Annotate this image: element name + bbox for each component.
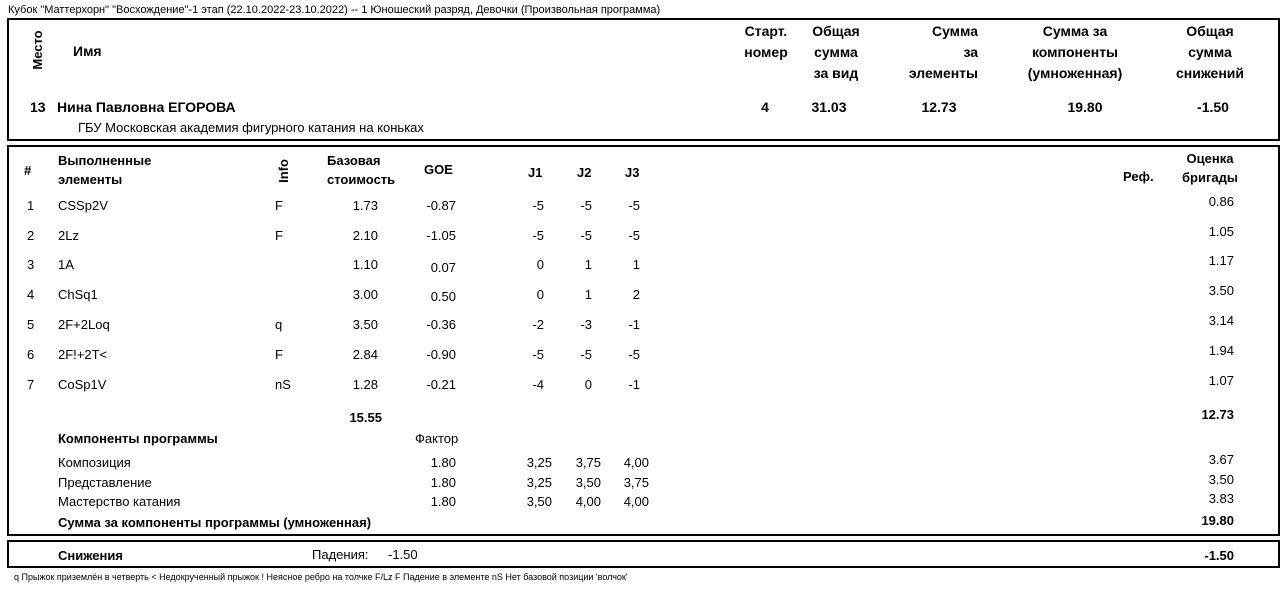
element-name: 2F+2Loq (58, 317, 110, 332)
legend: q Прыжок приземлён в четверть < Недокрученный прыжок ! Неясное ребро на толчке F/Lz F Падение в элементе nS Нет базовой позиции 'волчок' (14, 572, 628, 582)
element-goe: -0.36 (426, 317, 456, 332)
col-start-no-header: Старт. номер (744, 23, 788, 60)
element-j1: 0 (536, 257, 544, 272)
element-score: 1.17 (1208, 253, 1234, 268)
element-name: CSSp2V (58, 198, 108, 213)
col-name-header: Имя (73, 43, 102, 59)
component-score: 3.67 (1208, 452, 1234, 467)
elements-total: 12.73 (1201, 407, 1234, 422)
element-base: 2.10 (352, 228, 378, 243)
element-j1: -5 (532, 198, 544, 213)
element-name: ChSq1 (58, 287, 98, 302)
element-info: F (275, 347, 283, 362)
element-j3: -5 (628, 228, 640, 243)
element-goe: -0.87 (426, 198, 456, 213)
element-base: 3.00 (352, 287, 378, 302)
el-info-header: Info (276, 159, 291, 183)
element-j3: -1 (628, 317, 640, 332)
element-j1: -5 (532, 347, 544, 362)
col-place-header: Место (30, 30, 45, 70)
element-base: 1.10 (352, 257, 378, 272)
skater-start-no: 4 (761, 99, 769, 115)
el-panel-header: Оценка бригады (1182, 151, 1238, 185)
element-num: 5 (27, 317, 35, 332)
component-j2: 4,00 (575, 494, 601, 509)
element-j2: -5 (580, 228, 592, 243)
skater-components-score: 19.80 (1067, 99, 1103, 115)
components-total-label: Сумма за компоненты программы (умноженная) (58, 515, 372, 530)
element-base: 1.28 (352, 377, 378, 392)
element-info: nS (275, 377, 291, 392)
deductions-label: Снижения (58, 548, 123, 563)
element-name: 2F!+2T< (58, 347, 108, 362)
el-ref-header: Реф. (1123, 169, 1154, 184)
component-score: 3.50 (1208, 472, 1234, 487)
element-j2: 1 (584, 257, 592, 272)
components-title: Компоненты программы (58, 431, 218, 446)
element-j1: 0 (536, 287, 544, 302)
component-j3: 4,00 (623, 455, 649, 470)
component-score: 3.83 (1208, 491, 1234, 506)
element-base: 1.73 (352, 198, 378, 213)
element-num: 4 (27, 287, 35, 302)
skater-total: 31.03 (811, 99, 847, 115)
col-deductions-header: Общая сумма снижений (1175, 23, 1245, 81)
element-j2: -3 (580, 317, 592, 332)
component-j3: 4,00 (623, 494, 649, 509)
element-j2: 0 (584, 377, 592, 392)
falls-value: -1.50 (388, 547, 418, 562)
element-num: 2 (27, 228, 35, 243)
base-total: 15.55 (349, 410, 382, 425)
component-j2: 3,50 (575, 475, 601, 490)
components-factor-header: Фактор (415, 431, 459, 446)
skater-elements-score: 12.73 (921, 99, 957, 115)
component-j1: 3,25 (526, 455, 552, 470)
element-j3: -1 (628, 377, 640, 392)
skater-name: Нина Павловна ЕГОРОВА (57, 99, 236, 115)
element-num: 1 (27, 198, 35, 213)
el-goe-header: GOE (424, 162, 453, 177)
component-name: Мастерство катания (58, 494, 181, 509)
components-total: 19.80 (1201, 513, 1234, 528)
element-score: 3.50 (1208, 283, 1234, 298)
element-j1: -2 (532, 317, 544, 332)
deductions-box (7, 540, 1280, 568)
component-name: Представление (58, 475, 152, 490)
element-goe: -0.90 (426, 347, 456, 362)
element-j3: 1 (632, 257, 640, 272)
element-score: 1.94 (1208, 343, 1234, 358)
element-goe: -1.05 (426, 228, 456, 243)
el-j3-header: J3 (625, 165, 640, 180)
element-j3: 2 (632, 287, 640, 302)
element-base: 3.50 (352, 317, 378, 332)
el-j1-header: J1 (528, 165, 543, 180)
element-num: 7 (27, 377, 35, 392)
component-j3: 3,75 (623, 475, 649, 490)
event-title: Кубок "Маттерхорн" "Восхождение"-1 этап (22.10.2022-23.10.2022) -- 1 Юношеский разряд, Девочки (Произвольная программа) (8, 4, 661, 16)
element-score: 3.14 (1208, 313, 1234, 328)
component-factor: 1.80 (430, 494, 456, 509)
component-j1: 3,25 (526, 475, 552, 490)
el-elements-header: Выполненные элементы (58, 153, 152, 187)
element-info: F (275, 228, 283, 243)
element-j2: -5 (580, 198, 592, 213)
element-score: 0.86 (1208, 194, 1234, 209)
deductions-total: -1.50 (1204, 548, 1234, 563)
el-j2-header: J2 (577, 165, 592, 180)
el-base-header: Базовая стоимость (327, 153, 396, 187)
element-base: 2.84 (352, 347, 378, 362)
element-j3: -5 (628, 347, 640, 362)
component-j2: 3,75 (575, 455, 601, 470)
col-elements-header: Сумма за элементы (908, 23, 978, 81)
element-score: 1.07 (1208, 373, 1234, 388)
element-goe: 0.50 (430, 289, 456, 304)
element-name: 2Lz (58, 228, 79, 243)
component-name: Композиция (58, 455, 131, 470)
skater-deductions: -1.50 (1197, 99, 1229, 115)
element-j1: -5 (532, 228, 544, 243)
element-goe: -0.21 (426, 377, 456, 392)
component-j1: 3,50 (526, 494, 552, 509)
element-info: F (275, 198, 283, 213)
element-num: 3 (27, 257, 35, 272)
element-info: q (275, 317, 283, 332)
element-j1: -4 (532, 377, 544, 392)
element-score: 1.05 (1208, 224, 1234, 239)
element-name: CoSp1V (58, 377, 107, 392)
element-num: 6 (27, 347, 35, 362)
element-j3: -5 (628, 198, 640, 213)
component-factor: 1.80 (430, 455, 456, 470)
skater-club: ГБУ Московская академия фигурного катания на коньках (78, 120, 424, 135)
element-j2: -5 (580, 347, 592, 362)
col-total-header: Общая сумма за вид (812, 23, 860, 81)
element-goe: 0.07 (430, 260, 456, 275)
component-factor: 1.80 (430, 475, 456, 490)
element-j2: 1 (584, 287, 592, 302)
el-num-header: # (24, 163, 32, 178)
col-components-header: Сумма за компоненты (умноженная) (1027, 23, 1123, 81)
element-name: 1A (58, 257, 74, 272)
falls-label: Падения: (312, 547, 369, 562)
skater-place: 13 (30, 99, 46, 115)
